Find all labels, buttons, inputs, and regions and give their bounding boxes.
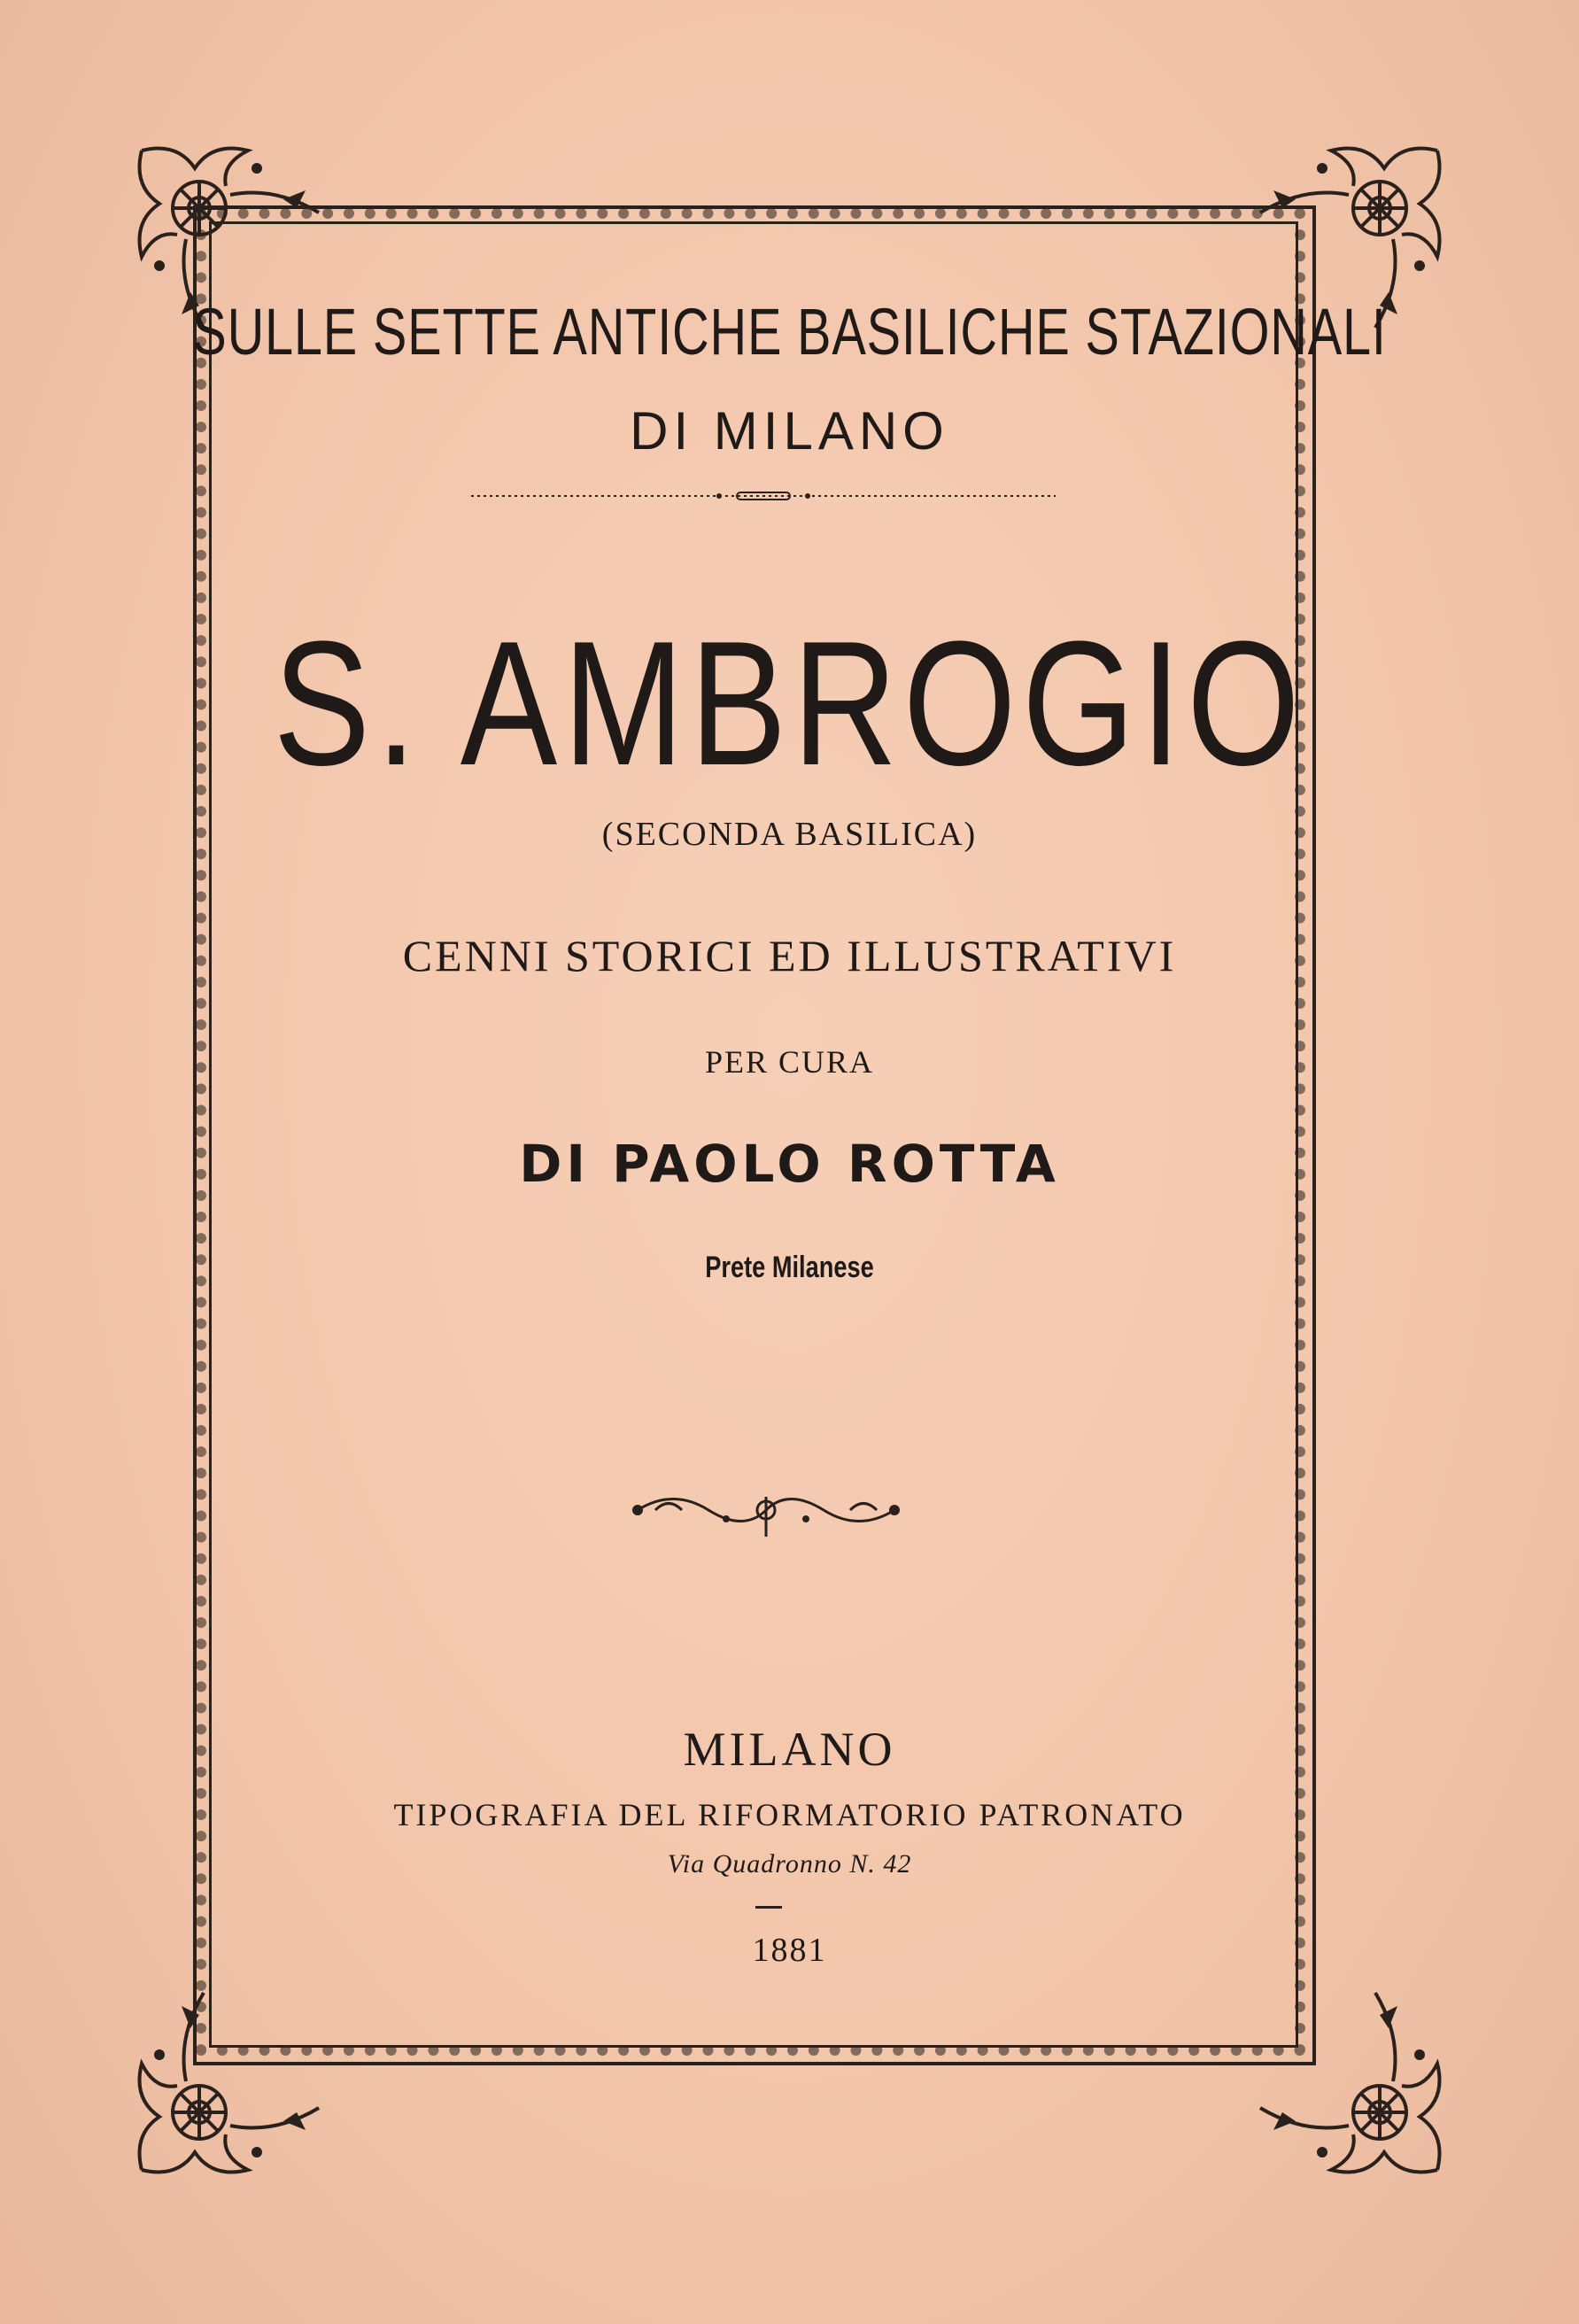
author-role: Prete Milanese: [705, 1251, 874, 1284]
subtitle: (SECONDA BASILICA): [601, 816, 978, 853]
description: CENNI STORICI ED ILLUSTRATIVI: [402, 931, 1177, 980]
imprint-dash-divider: [755, 1906, 782, 1909]
fleuron-ornament-icon: [620, 1470, 912, 1550]
author-name: DI PAOLO ROTTA: [519, 1134, 1060, 1194]
imprint-city: MILANO: [683, 1723, 896, 1776]
corner-ornament-icon: [124, 1975, 337, 2188]
editor-prefix: PER CURA: [704, 1044, 875, 1080]
series-title-line1: SULLE SETTE ANTICHE BASILICHE STAZIONALI: [192, 295, 1387, 368]
main-title: S. AMBROGIO: [273, 605, 1306, 802]
dotted-rule-divider: [471, 489, 1056, 498]
imprint-year: 1881: [752, 1932, 827, 1969]
imprint-printer: TIPOGRAFIA DEL RIFORMATORIO PATRONATO: [393, 1797, 1186, 1832]
imprint-address: Via Quadronno N. 42: [667, 1849, 912, 1879]
series-title-line2: DI MILANO: [630, 401, 949, 461]
corner-ornament-icon: [1242, 1975, 1455, 2188]
